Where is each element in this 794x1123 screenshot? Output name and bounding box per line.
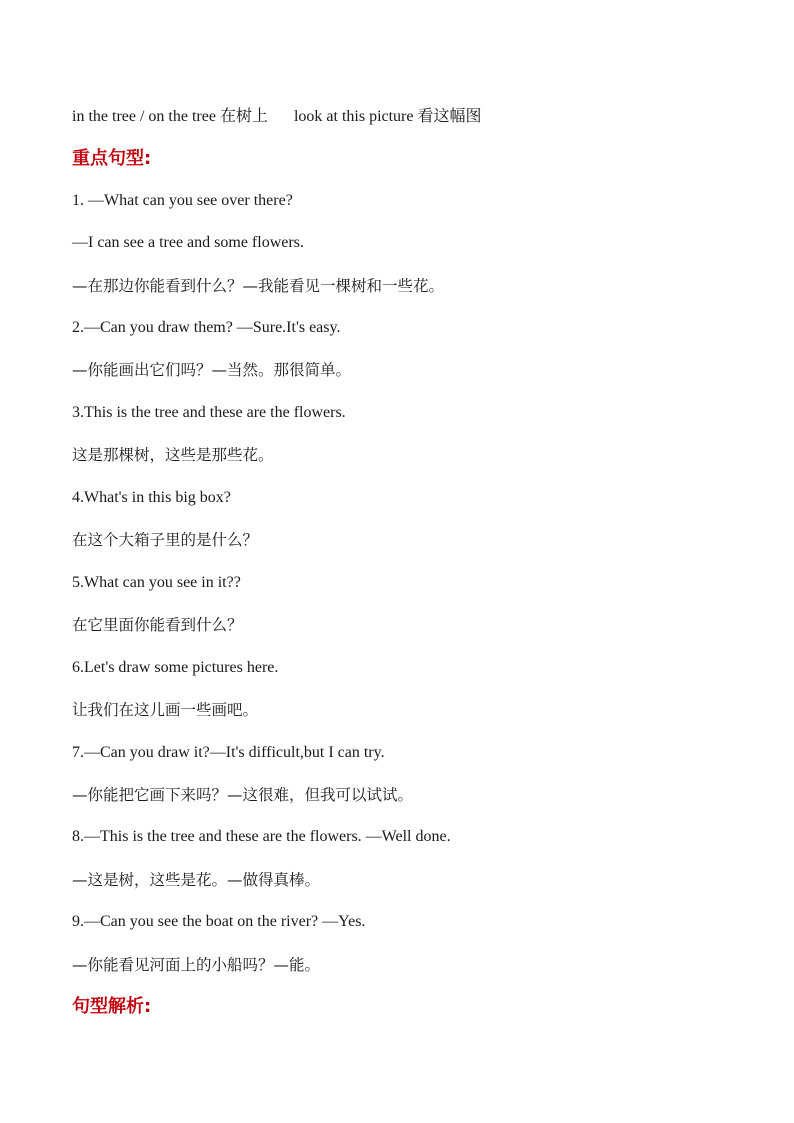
vocab-phrase-tree: in the tree / on the tree 在树上 — [72, 108, 268, 125]
sentence-8-cn: —这是树，这些是花。—做得真棒。 — [72, 871, 321, 889]
sentence-5-en: 5.What can you see in it?? — [72, 574, 241, 591]
sentence-2-en: 2.—Can you draw them? —Sure.It's easy. — [72, 319, 341, 336]
sentence-2-cn: —你能画出它们吗？—当然。那很简单。 — [72, 361, 352, 379]
sentence-7-cn: —你能把它画下来吗？—这很难，但我可以试试。 — [72, 786, 414, 804]
document-page — [72, 0, 762, 1123]
sentence-3-cn: 这是那棵树，这些是那些花。 — [72, 446, 274, 464]
vocab-phrase-picture: look at this picture 看这幅图 — [293, 108, 482, 125]
sentence-1-cn: —在那边你能看到什么？—我能看见一棵树和一些花。 — [72, 277, 445, 295]
sentence-6-en: 6.Let's draw some pictures here. — [72, 659, 279, 676]
sentence-1-reply-en: —I can see a tree and some flowers. — [72, 234, 304, 251]
sentence-7-en: 7.—Can you draw it?—It's difficult,but I can try. — [72, 744, 385, 761]
section-heading-analysis: 句型解析: — [72, 996, 152, 1017]
sentence-6-cn: 让我们在这儿画一些画吧。 — [72, 701, 259, 719]
sentence-9-en: 9.—Can you see the boat on the river? —Yes. — [72, 913, 366, 930]
sentence-4-cn: 在这个大箱子里的是什么？ — [72, 531, 259, 549]
sentence-1-en: 1. —What can you see over there? — [72, 192, 293, 209]
sentence-4-en: 4.What's in this big box? — [72, 489, 231, 506]
section-heading-key-sentences: 重点句型: — [72, 148, 152, 169]
sentence-5-cn: 在它里面你能看到什么？ — [72, 616, 243, 634]
sentence-3-en: 3.This is the tree and these are the flowers. — [72, 404, 346, 421]
vocab-line — [72, 107, 482, 127]
sentence-9-cn: —你能看见河面上的小船吗？—能。 — [72, 956, 321, 974]
sentence-8-en: 8.—This is the tree and these are the flowers. —Well done. — [72, 828, 451, 845]
